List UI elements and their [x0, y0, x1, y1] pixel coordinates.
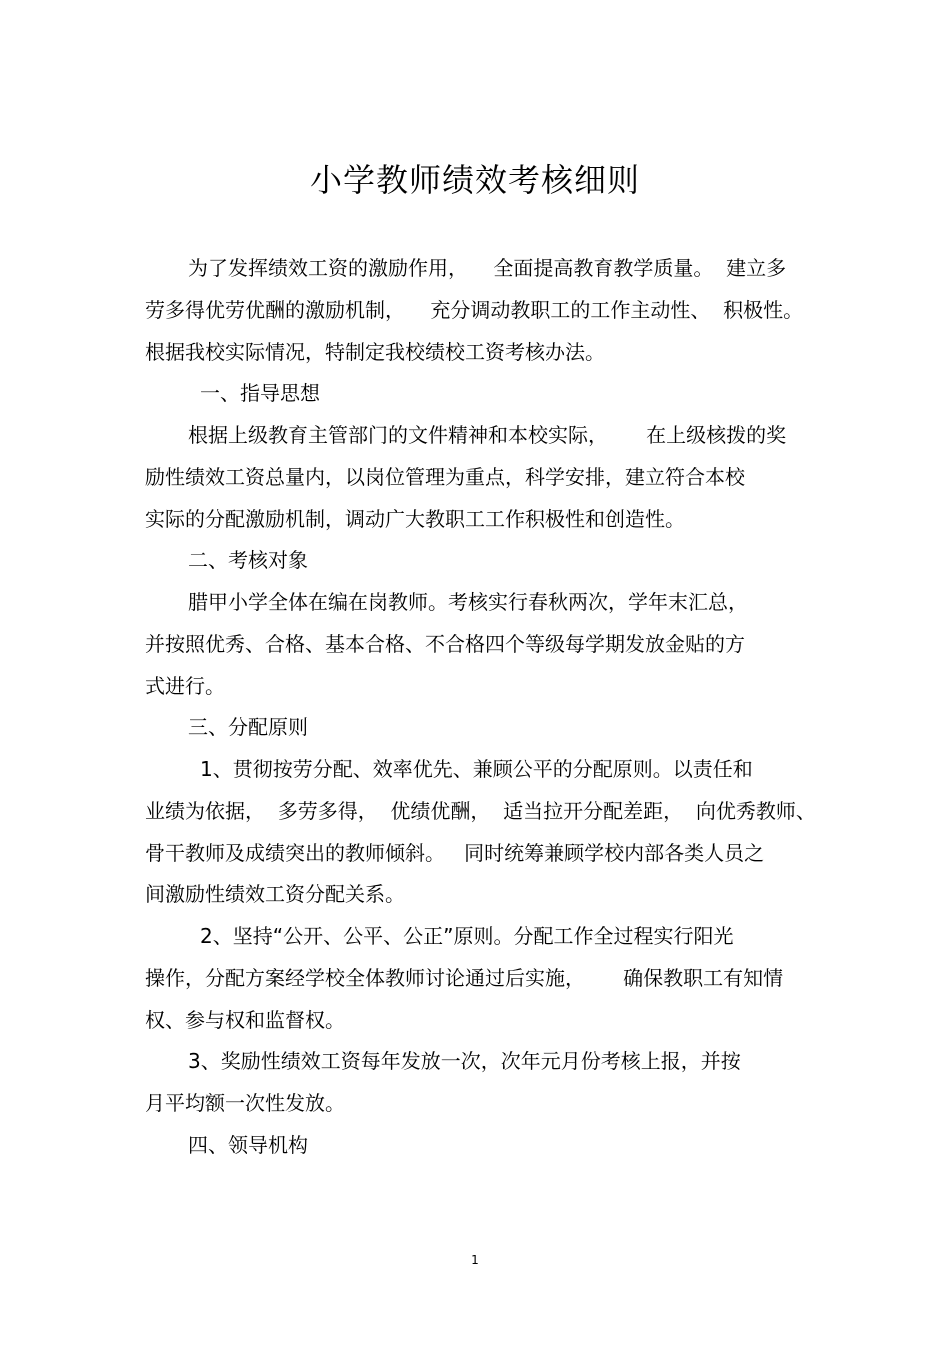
- paragraph-line: 业绩为依据， 多劳多得， 优绩优酬， 适当拉开分配差距， 向优秀教师、: [145, 799, 816, 823]
- paragraph-line: 式进行。: [145, 674, 225, 698]
- paragraph-line: 操作，分配方案经学校全体教师讨论通过后实施， 确保教职工有知情: [145, 966, 784, 990]
- paragraph-line: 实际的分配激励机制，调动广大教职工工作积极性和创造性。: [145, 507, 685, 531]
- paragraph-line: 权、参与权和监督权。: [145, 1008, 345, 1032]
- section-heading: 三、分配原则: [188, 715, 308, 739]
- paragraph-line: 1、贯彻按劳分配、效率优先、兼顾公平的分配原则。以责任和: [200, 757, 753, 781]
- paragraph-line: 3、奖励性绩效工资每年发放一次，次年元月份考核上报，并按: [188, 1049, 741, 1073]
- section-heading: 四、领导机构: [188, 1133, 308, 1157]
- paragraph-line: 并按照优秀、合格、基本合格、不合格四个等级每学期发放金贴的方: [145, 632, 745, 656]
- document-title: 小学教师绩效考核细则: [309, 161, 640, 199]
- paragraph-line: 励性绩效工资总量内，以岗位管理为重点，科学安排，建立符合本校: [145, 465, 745, 489]
- paragraph-line: 间激励性绩效工资分配关系。: [145, 882, 405, 906]
- paragraph-line: 骨干教师及成绩突出的教师倾斜。 同时统筹兼顾学校内部各类人员之: [145, 841, 765, 865]
- paragraph-line: 根据我校实际情况，特制定我校绩校工资考核办法。: [145, 340, 605, 364]
- paragraph-line: 月平均额一次性发放。: [145, 1091, 345, 1115]
- paragraph-line: 2、坚持“公开、公平、公正”原则。分配工作全过程实行阳光: [200, 924, 734, 948]
- section-heading: 一、指导思想: [200, 381, 320, 405]
- section-heading: 二、考核对象: [188, 548, 308, 572]
- paragraph-line: 腊甲小学全体在编在岗教师。考核实行春秋两次，学年末汇总，: [188, 590, 748, 614]
- page-number: 1: [471, 1253, 479, 1267]
- paragraph-line: 根据上级教育主管部门的文件精神和本校实际， 在上级核拨的奖: [188, 423, 787, 447]
- paragraph-line: 为了发挥绩效工资的激励作用， 全面提高教育教学质量。 建立多: [188, 256, 787, 280]
- paragraph-line: 劳多得优劳优酬的激励机制， 充分调动教职工的工作主动性、 积极性。: [145, 298, 804, 322]
